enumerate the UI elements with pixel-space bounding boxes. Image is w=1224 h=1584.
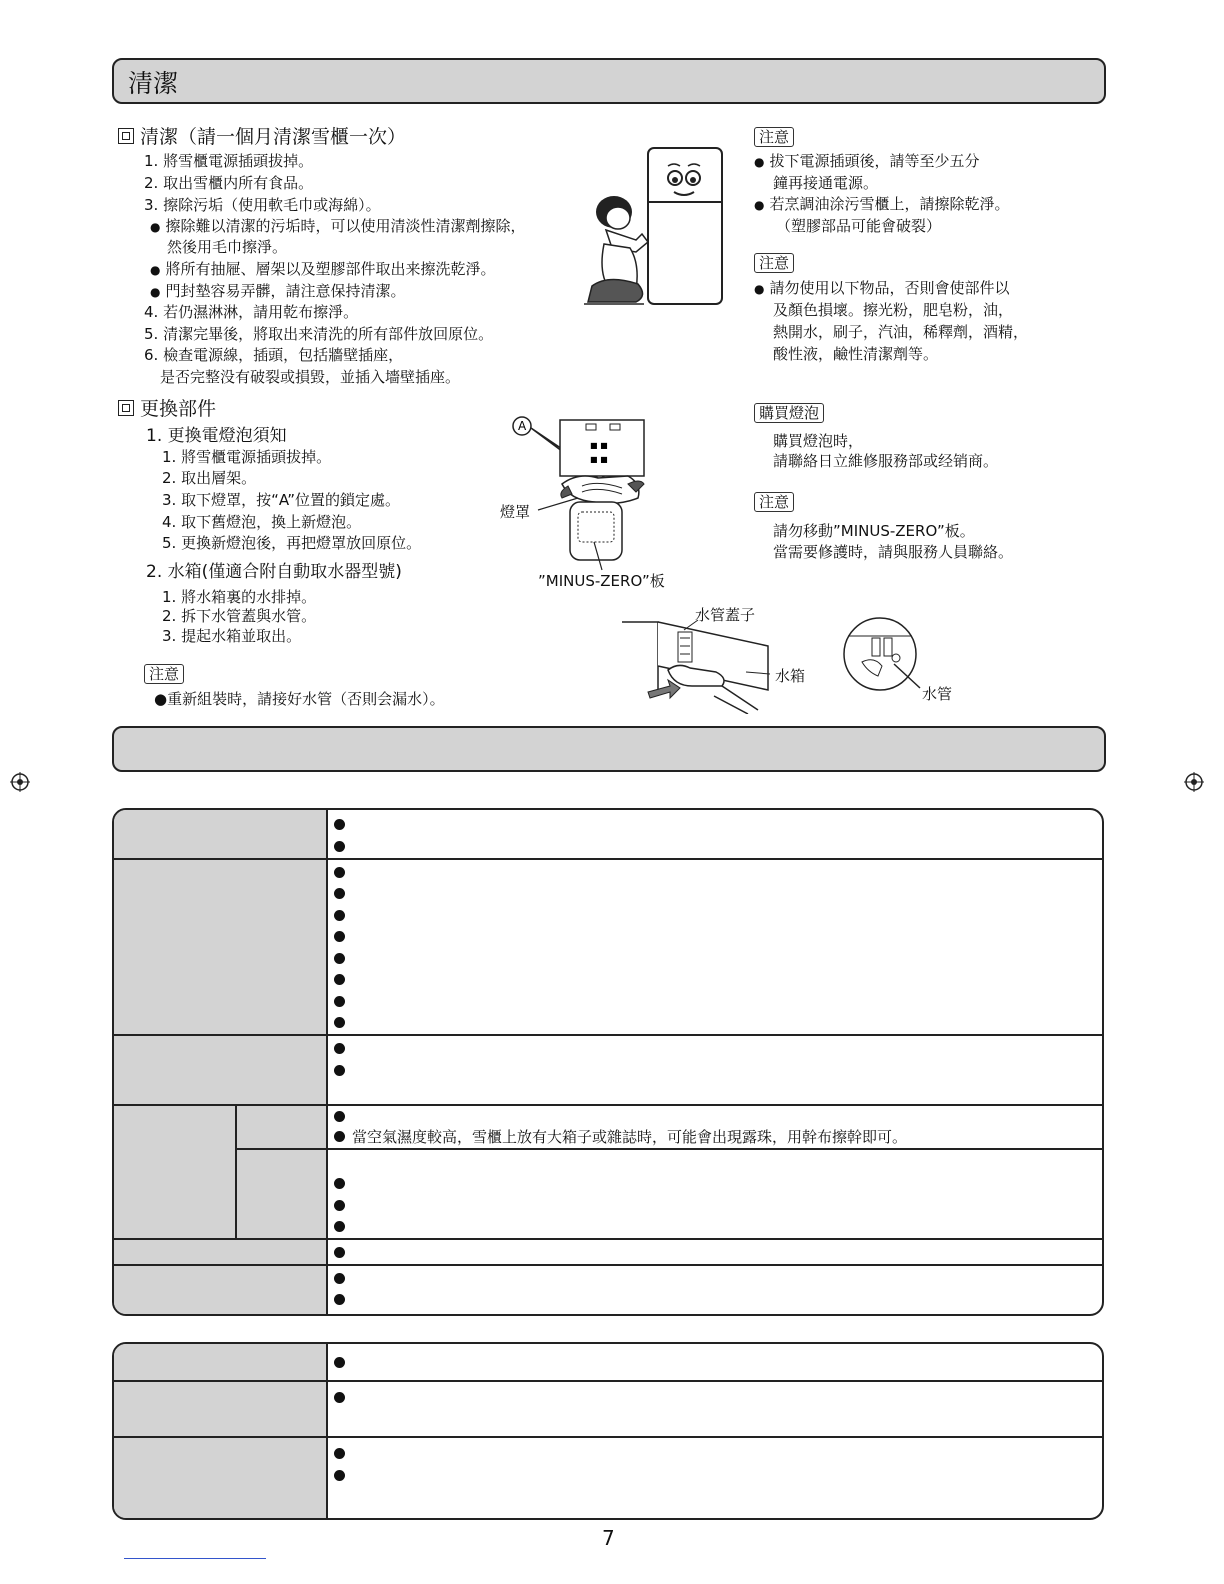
page-number: 7 <box>602 1526 615 1550</box>
table-cell-condensation: 當空氣濕度較高，雪櫃上放有大箱子或雜誌時，可能會出現露珠，用幹布擦幹即可。 <box>352 1128 908 1146</box>
note-line: ● 請勿使用以下物品，否則會使部件以 <box>754 279 1010 297</box>
table-header-column <box>114 1344 326 1518</box>
step: 1. 將水箱裏的水排掉。 <box>162 588 317 606</box>
cleaning-illustration <box>578 144 728 310</box>
note-line: 酸性液，鹼性清潔劑等。 <box>773 345 939 363</box>
note-line: （塑膠部品可能會破裂） <box>776 217 942 235</box>
note-line: ● 若烹調油涂污雪櫃上，請擦除乾淨。 <box>754 195 1010 213</box>
note-line: ● 拔下電源插頭後，請等至少五分 <box>754 152 980 170</box>
label-water-tank: 水箱 <box>775 667 806 685</box>
step: 3. 取下燈罩，按“A”位置的鎖定處。 <box>162 491 401 509</box>
note-line: 當需要修護時，請與服務人員聯絡。 <box>773 543 1014 561</box>
step: 4. 取下舊燈泡，換上新燈泡。 <box>162 513 362 531</box>
step: 2. 拆下水管蓋與水管。 <box>162 607 317 625</box>
step-cont: 是否完整没有破裂或損毀，並插入墻壁插座。 <box>160 368 461 386</box>
step: 2. 取出層架。 <box>162 469 257 487</box>
section-header-troubleshooting <box>112 726 1106 772</box>
note-line: 及顏色損壞。擦光粉，肥皂粉，油， <box>773 301 1014 319</box>
step-cont: 然後用毛巾擦淨。 <box>167 238 288 256</box>
square-bullet-icon <box>118 128 134 144</box>
label-minus-zero: ”MINUS-ZERO”板 <box>538 572 665 590</box>
step-bullet: ● 門封墊容易弄髒，請注意保持清潔。 <box>150 282 406 300</box>
svg-text:■ ■: ■ ■ <box>590 455 608 464</box>
step: 6. 檢查電源線，插頭，包括牆壁插座， <box>144 346 404 364</box>
note-line: 請聯絡日立維修服務部或经销商。 <box>773 452 999 470</box>
note-label-caution-3: 注意 <box>754 492 794 512</box>
step: 5. 清潔完畢後，將取出来清洗的所有部件放回原位。 <box>144 325 494 343</box>
note-line: 購買燈泡時， <box>773 432 864 450</box>
lamp-diagram <box>498 414 678 584</box>
step: 1. 將雪櫃電源插頭拔掉。 <box>144 152 314 170</box>
step-bullet: ● 將所有抽屜、層架以及塑膠部件取出来擦洗乾淨。 <box>150 260 496 278</box>
water-pipe-detail <box>838 614 930 694</box>
a-marker: A <box>518 419 527 433</box>
step: 2. 取出雪櫃内所有食品。 <box>144 174 314 192</box>
section-header-cleaning <box>112 58 1106 104</box>
note-label-caution-2: 注意 <box>754 253 794 273</box>
step: 3. 提起水箱並取出。 <box>162 627 302 645</box>
step: 3. 擦除污垢（使用軟毛巾或海綿）。 <box>144 196 381 214</box>
svg-text:■ ■: ■ ■ <box>590 441 608 450</box>
note-line: 請勿移動”MINUS-ZERO”板。 <box>773 522 975 540</box>
caution-text-reassemble: ●重新組裝時，請接好水管（否則会漏水）。 <box>154 690 445 708</box>
note-label-caution-1: 注意 <box>754 127 794 147</box>
label-water-pipe: 水管 <box>922 685 953 703</box>
step: 5. 更換新燈泡後，再把燈罩放回原位。 <box>162 534 422 552</box>
step: 4. 若仍濕淋淋，請用乾布擦淨。 <box>144 303 359 321</box>
footer-line <box>124 1558 266 1559</box>
caution-label-reassemble: 注意 <box>144 664 184 684</box>
registration-mark-icon <box>1184 772 1204 792</box>
note-label-buy-bulb: 購買燈泡 <box>754 403 824 423</box>
note-line: 鐘再接通電源。 <box>773 174 879 192</box>
label-lamp-cover: 燈罩 <box>500 503 531 521</box>
label-pipe-cover: 水管蓋子 <box>695 606 756 624</box>
square-bullet-icon <box>118 400 134 416</box>
second-table <box>112 1342 1104 1520</box>
registration-mark-icon <box>10 772 30 792</box>
replace-sub2: 2. 水箱(僅適合附自動取水器型號) <box>146 562 402 582</box>
troubleshooting-table <box>112 808 1104 1316</box>
step: 1. 將雪櫃電源插頭拔掉。 <box>162 448 332 466</box>
section-title: 清潔 <box>128 69 179 98</box>
note-line: 熱開水，刷子，汽油，稀釋劑，酒精， <box>773 323 1029 341</box>
replace-heading: 更換部件 <box>118 398 216 420</box>
cleaning-heading: 清潔（請一個月清潔雪櫃一次） <box>118 126 406 148</box>
step-bullet: ● 擦除難以清潔的污垢時，可以使用清淡性清潔劑擦除， <box>150 217 526 235</box>
replace-sub1: 1. 更換電燈泡須知 <box>146 426 287 446</box>
